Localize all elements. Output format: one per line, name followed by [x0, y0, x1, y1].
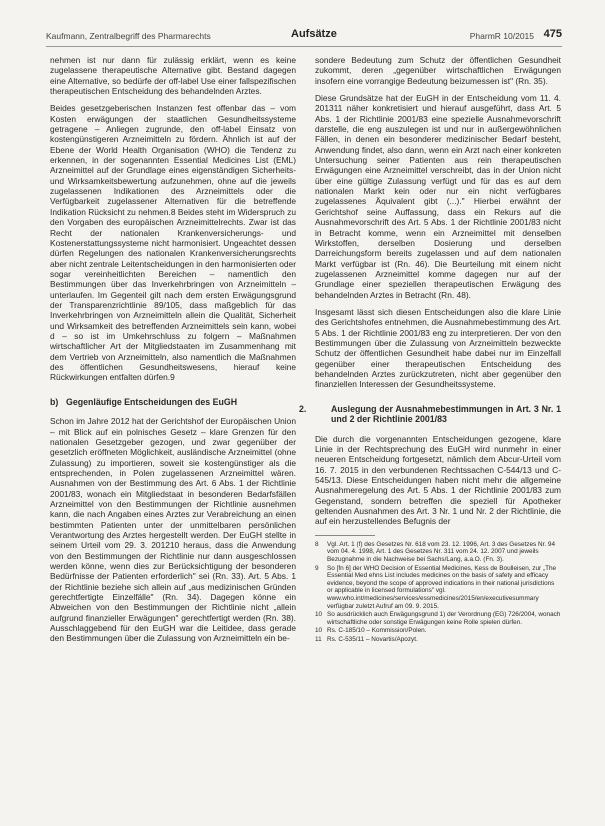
footnote-number: 9 [315, 564, 319, 572]
footnote-text: Vgl. Art. 1 (f) des Gesetzes Nr. 618 vom 23. 12. 1996, Art. 3 des Gesetzes Nr. 94 vom 04. 4. 1998, Art. 1 des Gesetzes Nr. 311 vom 24. 12. 2007 und jeweils Bezugnahme in die Nachweise bei Sachs/Lang, a.a.O. (Fn. 3). [327, 540, 556, 563]
paragraph: sondere Bedeutung zum Schutz der öffentlichen Gesundheit zukommt, deren „gegenüber wirtschaftlichen Erwägungen insofern eine vorrangige Bedeutung beizumessen ist" (Rn. 35). [315, 55, 561, 86]
section-number: b) [50, 396, 59, 407]
issue-label: PharmR 10/2015 [469, 31, 534, 41]
right-column [299, 55, 561, 644]
footnotes [315, 541, 561, 644]
section-heading [50, 397, 296, 408]
footnote-number: 8 [315, 540, 319, 548]
footnote-number: 10 [315, 611, 323, 619]
section-number: 2. [299, 403, 307, 414]
paragraph: Beides gesetzgeberischen Instanzen fest offenbar das – vom Kosten erwägungen der staatlichen Gesundheitssysteme getragene – Anliegen zugrunde, den off-label Einsatz von kostengünstigeren Arzneimitteln zu fördern. Ähnlich ist auf der Ebene der World Health Organisation (WHO) die Tendenz zu erkennen, in der sogenannten Essential Medicines List (EML) Arzneimittel auf der Grundlage eines eigenständigen Sicherheits- und Wirksamkeitsbewertung aufzunehmen, ohne auf die jeweils zugelassenen Indikationen des Arzneimittels oder die Verfügbarkeit zugelassener Alternativen für die betreffende Indikation Rücksicht zu nehmen.8 Beides steht im Widerspruch zu den Vorgaben des europäischen Arzneimittelrechts. Zwar ist das Recht der nationalen Krankenversicherungs- und Kostenerstattungssysteme nicht harmonisiert. Ungeachtet dessen dürfen Regelungen des nationalen Krankenversicherungsrechts aber nicht zentrale Leitentscheidungen in den harmonisierten oder sogar vereinheitlichten Bereichen – namentlich den Bestimmungen über das Inverkehrbringen von Arzneimitteln – unterlaufen. Im Gegenteil gilt nach dem ersten Erwägungsgrund der Transparenzrichtlinie 89/105, dass maßgeblich für das Inverkehrbringen von Arzneimitteln allein die Qualität, Sicherheit und Wirksamkeit des betreffenden Arzneimittels sein kann, wobei d – so ist im Umkehrschluss zu folgern – Maßnahmen wirtschaftlicher Art der Mitgliedstaaten im Zusammenhang mit dem Vertrieb von Arzneimitteln, also namentlich die Maßnahmen des öffentlichen Gesundheitswesens, hierauf keine Rückwirkungen entfalten dürfen.9 [50, 103, 296, 383]
section-heading-text: Auslegung der Ausnahmebestimmungen in Art. 3 Nr. 1 und 2 der Richtlinie 2001/83 [331, 403, 561, 425]
footnote-number: 10 [315, 627, 323, 635]
footnote [315, 627, 561, 635]
footnote-text: So ausdrücklich auch Erwägungsgrund 1) der Verordnung (EG) 726/2004, wonach wirtschaftliche oder sonstige Erwägungen keine Rolle spielen dürfen. [327, 611, 561, 626]
page-number: 475 [543, 28, 562, 40]
footnote [315, 565, 561, 611]
paragraph: Die durch die vorgenannten Entscheidungen gezogene, klare Linie in der Rechtsprechung des EuGH wird nunmehr in einer neueren Entscheidung fortgesetzt, nämlich dem Abcur-Urteil vom 16. 7. 2015 in den verbundenen Rechtssachen C-544/13 und C-545/13. Diese Entscheidungen haben nicht mehr die allgemeine Ausnahmeregelung des Art. 5 Abs. 1 der Richtlinie 2001/83 zum Gegenstand, sondern betreffen die speziell für Apotheker geltenden Ausnahmen des Art. 3 Nr. 1 und Nr. 2 der Richtlinie, die auf ein herzustellendes Befugnis der [315, 433, 561, 527]
paragraph: Diese Grundsätze hat der EuGH in der Entscheidung vom 11. 4. 201311 näher konkretisiert und hierauf ausgeführt, dass Art. 5 Abs. 1 der Richtlinie 2001/83 eine spezielle Ausnahmevorschrift darstelle, die eng auszulegen ist und nur in außergewöhnlichen Fällen, in denen ein besonderer medizinischer Bedarf besteht, Anwendung findet, also dann, wenn ein Arzt nach einer konkreten Untersuchung seiner Patienten aus rein therapeutischen Erwägungen eine Arzneimittel verschreibt, das in der Union nicht über eine gültige Zulassung verfügt und für das es auf dem nationalen Markt kein oder nur ein nicht verfügbares zugelassenes Äquivalent gibt (...)." Hierbei erwähnt der Gerichtshof seine Auffassung, dass ein Rekurs auf die Ausnahmevorschrift des Art. 5 Abs. 1 der Richtlinie 2001/83 nicht in Betracht komme, wenn ein Arzneimittel mit denselben Wirkstoffen, derselben Dosierung und derselben Darreichungsform bereits zugelassen und auf dem nationalen Markt verfügbar ist (Rn. 46). Die Beurteilung mit einem nicht zugelassenen Arzneimittel komme dagegen nur auf der Grundlage einer speziellen therapeutischen Erwägung des behandelnden Arztes in Betracht (Rn. 48). [315, 93, 561, 300]
footnote [315, 541, 561, 564]
footnote-rule [315, 535, 375, 536]
paragraph: Schon im Jahre 2012 hat der Gerichtshof der Europäischen Union – mit Blick auf ein polnisches Gesetz – klare Grenzen für den nationalen Gesetzgeber gezogen, und zwar gegenüber der gesetzlich eröffneten Möglichkeit, ausländische Arzneimittel (ohne Zulassung) zu importieren, soweit sie kostengünstiger als die entsprechenden, in Polen zugelassenen Arzneimittel wären. Ausnahmen von der Bestimmung des Art. 6 Abs. 1 der Richtlinie 2001/83, wonach ein Mitgliedstaat in besonderen Bedarfsfällen Arzneimittel von den Bestimmungen der Richtlinie ausnehmen kann, die nach Angaben eines Arztes zur Verabreichung an einen bestimmten Patienten unter der unmittelbaren persönlichen Verantwortung des Arztes hergestellt werden. Der EuGH stellte in seinem Urteil vom 29. 3. 201210 heraus, dass die Anwendung von den Bestimmungen der Richtlinie nur dann ausgeschlossen werden könne, wenn dies zur Berücksichtigung der besonderen Bedürfnisse der Patienten erforderlich" sei (Rn. 33). Art. 5 Abs. 1 der Richtlinie beziehe sich allein auf „aus medizinischen Gründen gerechtfertigte Einzelfälle" (Rn. 34). Dagegen könne ein Abweichen von den Bestimmungen der Richtlinie nicht „allein aufgrund finanzieller Erwägungen" gerechtfertigt werden (Rn. 38). Ausschlaggebend für den EuGH war die Leitidee, dass gerade den Bestimmungen über die Zulassung von Arzneimitteln ein be- [50, 416, 296, 644]
footnote [315, 611, 561, 626]
section-heading [299, 403, 561, 425]
page-header [46, 28, 562, 44]
footnote-text: Rs. C-535/11 – Novartis/Apozyt. [327, 635, 418, 643]
section-title: Aufsätze [291, 28, 337, 40]
section-heading-text: Gegenläufige Entscheidungen des EuGH [66, 396, 238, 407]
paragraph: nehmen ist nur dann für zulässig erklärt, wenn es keine zugelassene therapeutische Alternative gibt. Bestand dagegen eine Alternative, so bedürfe der off-label Use einer fallspezifischen therapeutischen Entscheidung des behandelnden Arztes. [50, 55, 296, 97]
footnote-text: Rs. C-185/10 – Kommission/Polen. [327, 627, 427, 635]
running-title: Kaufmann, Zentralbegriff des Pharmarechts [46, 31, 211, 41]
left-column [50, 55, 296, 651]
footnote-text: So [fn 6] der WHO Decision of Essential Medicines, Kess de Boulleisen, zur „The Essential Med ehns List includes medicines on the basis of safety and efficacy evidence, beyond the scope of approved indications in their national jurisdictions or applicable in licensed formulations" vgl. www.who.int/medicines/services/essmedicines/2015/en/executivesummary verfügbar zuletzt Aufruf am 09. 9. 2015. [327, 564, 557, 610]
paragraph: Insgesamt lässt sich diesen Entscheidungen also die klare Linie des Gerichtshofes entnehmen, die Ausnahmebestimmung des Art. 5 Abs. 1 der Richtlinie 2001/83 eng zu interpretieren. Der von den Bestimmungen über die Zulassung von Arzneimitteln bezweckte Schutz der öffentlichen Gesundheit habe dabei nur im Einzelfall gegenüber einer therapeutischen Entscheidung des behandelnden Arztes zurückzutreten, nicht aber gegenüber den finanziellen Interessen der Gesundheitssysteme. [315, 306, 561, 390]
footnote-number: 11 [315, 635, 322, 643]
footnote [315, 636, 561, 644]
header-rule [46, 46, 562, 47]
